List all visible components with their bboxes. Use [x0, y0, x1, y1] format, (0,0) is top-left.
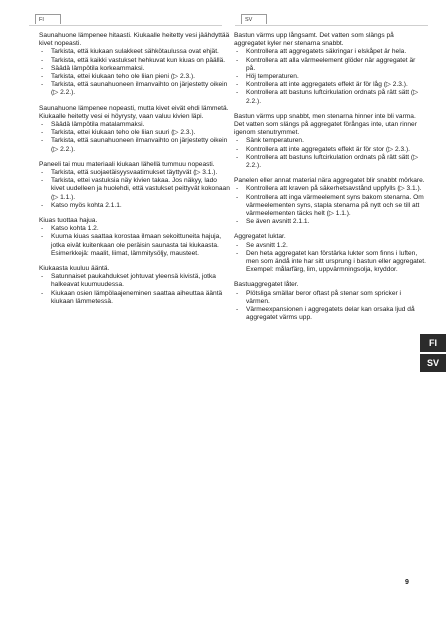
- troubleshooting-section: [234, 113, 426, 170]
- remedy-item: - Kontrollera att bastuns luftcirkulation ordnats på rätt sätt (▷ 2.2.).: [234, 154, 426, 170]
- remedy-list: [234, 48, 426, 105]
- column-swedish: [234, 32, 426, 330]
- remedy-item: - Säädä lämpötila matalammaksi.: [39, 121, 231, 129]
- troubleshooting-section: [234, 281, 426, 322]
- remedy-list: [39, 225, 231, 258]
- remedy-list: [39, 48, 231, 97]
- remedy-item: - Kontrollera att kraven på säkerhetsavstånd uppfylls (▷ 3.1.).: [234, 185, 426, 193]
- header-rule-right: [235, 14, 428, 26]
- remedy-item: - Kontrollera att inte aggregatets effekt är för stor (▷ 2.3.).: [234, 146, 426, 154]
- column-finnish: [39, 32, 231, 313]
- remedy-item: - Se avsnitt 1.2.: [234, 242, 426, 250]
- tab-fi[interactable]: FI: [420, 334, 446, 352]
- remedy-list: [39, 121, 231, 154]
- remedy-item: - Tarkista, että kaikki vastukset hehkuvat kun kiuas on päällä.: [39, 57, 231, 65]
- header-rule-left: [29, 14, 222, 26]
- remedy-item: - Tarkista, ettei kiukaan teho ole liian suuri (▷ 2.3.).: [39, 129, 231, 137]
- lang-tag-sv: SV: [241, 14, 267, 24]
- remedy-item: - Kontrollera att alla värmeelement glöder när aggregatet är på.: [234, 57, 426, 73]
- remedy-list: [39, 169, 231, 210]
- language-tabs: [420, 334, 446, 374]
- remedy-item: - Tarkista, että saunahuoneen ilmanvaihto on järjestetty oikein (▷ 2.2.).: [39, 137, 231, 153]
- remedy-item: - Tarkista, ettei vastuksia näy kivien takaa. Jos näkyy, lado kivet uudelleen ja huolehdi, että vastukset peittyvät kokonaan (▷ 1.1.).: [39, 177, 231, 202]
- remedy-item: - Höj temperaturen.: [234, 73, 426, 81]
- troubleshooting-section: [39, 32, 231, 98]
- remedy-item: - Satunnaiset paukahdukset johtuvat yleensä kivistä, jotka halkeavat kuumuudessa.: [39, 273, 231, 289]
- problem-description: Saunahuone lämpenee hitaasti. Kiukaalle heitetty vesi jäähdyttää kivet nopeasti.: [39, 32, 230, 48]
- remedy-item: - Kiukaan osien lämpölaajeneminen saattaa aiheuttaa ääntä kiukaan lämmetessä.: [39, 290, 231, 306]
- remedy-item: - Kontrollera att inte aggregatets effekt är för låg (▷ 2.3.).: [234, 81, 426, 89]
- remedy-item: - Katso kohta 1.2.: [39, 225, 231, 233]
- remedy-item: - Säädä lämpötila korkeammaksi.: [39, 65, 231, 73]
- remedy-item: - Sänk temperaturen.: [234, 137, 426, 145]
- remedy-item: - Katso myös kohta 2.1.1.: [39, 202, 231, 210]
- problem-description: Saunahuone lämpenee nopeasti, mutta kivet eivät ehdi lämmetä. Kiukaalle heitetty vesi ei höyrysty, vaan valuu kivien läpi.: [39, 104, 229, 120]
- remedy-item: - Kuuma kiuas saattaa korostaa ilmaan sekoittuneita hajuja, jotka eivät kuitenkaan ole peräisin saunasta tai kiukaasta. Esimerkkejä: maalit, liimat, lämmitysöljy, mausteet.: [39, 233, 231, 258]
- troubleshooting-section: [234, 32, 426, 106]
- remedy-list: [39, 273, 231, 306]
- troubleshooting-section: [234, 177, 426, 226]
- remedy-item: - Kontrollera att aggregatets säkringar i elskåpet är hela.: [234, 48, 426, 56]
- remedy-list: [234, 242, 426, 275]
- remedy-item: - Kontrollera att bastuns luftcirkulation ordnats på rätt sätt (▷ 2.2.).: [234, 89, 426, 105]
- remedy-item: - Tarkista, ettei kiukaan teho ole liian pieni (▷ 2.3.).: [39, 73, 231, 81]
- remedy-item: - Kontrollera att inga värmeelement syns bakom stenarna. Om värmeelementen syns, stapla stenarna på nytt och se till att värmeelementen täcks helt (▷ 1.1.).: [234, 194, 426, 219]
- remedy-item: - Plötsliga smällar beror oftast på stenar som spricker i värmen.: [234, 290, 426, 306]
- problem-description: Kiukaasta kuuluu ääntä.: [39, 265, 110, 273]
- remedy-list: [234, 290, 426, 323]
- problem-description: Aggregatet luktar.: [234, 233, 286, 241]
- problem-description: Paneeli tai muu materiaali kiukaan lähellä tummuu nopeasti.: [39, 160, 215, 168]
- troubleshooting-section: [39, 217, 231, 258]
- troubleshooting-section: [39, 105, 231, 154]
- troubleshooting-section: [39, 265, 231, 306]
- remedy-item: - Tarkista, että kiukaan sulakkeet sähkötaulussa ovat ehjät.: [39, 48, 231, 56]
- remedy-list: [234, 137, 426, 170]
- problem-description: Bastun värms upp långsamt. Det vatten som slängs på aggregatet kyler ner stenarna snabbt.: [234, 32, 394, 48]
- troubleshooting-section: [39, 161, 231, 210]
- remedy-item: - Värmeexpansionen i aggregatets delar kan orsaka ljud då aggregatet värms upp.: [234, 306, 426, 322]
- remedy-item: - Tarkista, että suojaetäisyysvaatimukset täyttyvät (▷ 3.1.).: [39, 169, 231, 177]
- problem-description: Panelen eller annat material nära aggregatet blir snabbt mörkare.: [234, 177, 425, 185]
- lang-tag-fi: FI: [35, 14, 61, 24]
- problem-description: Bastun värms upp snabbt, men stenarna hinner inte bli varma. Det vatten som slängs på aggregatet förångas inte, utan rinner igenom stenutrymmet.: [234, 112, 417, 137]
- problem-description: Kiuas tuottaa hajua.: [39, 217, 98, 225]
- problem-description: Bastuaggregatet låter.: [234, 281, 299, 289]
- remedy-item: - Tarkista, että saunahuoneen ilmanvaihto on järjestetty oikein (▷ 2.2.).: [39, 81, 231, 97]
- remedy-list: [234, 185, 426, 226]
- remedy-item: - Se även avsnitt 2.1.1.: [234, 218, 426, 226]
- page-number: 9: [405, 579, 409, 586]
- troubleshooting-section: [234, 233, 426, 274]
- tab-sv[interactable]: SV: [420, 354, 446, 372]
- remedy-item: - Den heta aggregatet kan förstärka lukter som finns i luften, men som ändå inte har sitt ursprung i bastun eller aggregatet. Exempel: målarfärg, lim, uppvärmningsolja, kryddor.: [234, 250, 426, 275]
